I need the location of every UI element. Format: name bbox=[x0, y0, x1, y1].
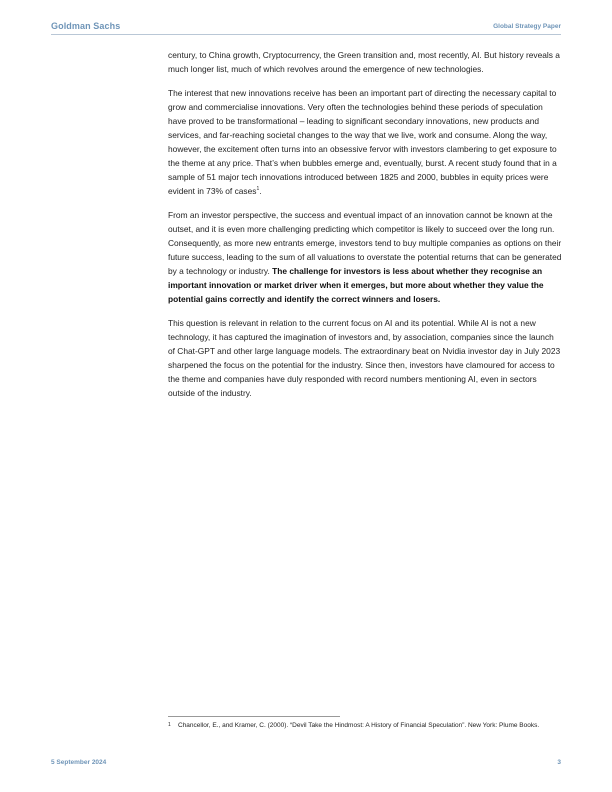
footnote-number: 1 bbox=[168, 722, 171, 728]
paragraph-2-text: The interest that new innovations receive has been an important part of directing the necessary capital to grow and commercialise innovations. Very often the technologies behind these periods of speculation have proved to be transformational – leading to significant secondary innovations, new products and services, and far-reaching societal changes to the way that we live, work and consume. Along the way, however, the excitement often turns into an obsessive fervor with investors clambering to get exposure to the theme at any price. That’s when bubbles emerge and, eventually, burst. A recent study found that in a sample of 51 major tech innovations introduced between 1825 and 2000, bubbles in equity prices were evident in 73% of cases bbox=[168, 88, 557, 196]
paragraph-2 bbox=[168, 86, 563, 198]
footnote-text: Chancellor, E., and Kramer, C. (2000). “Devil Take the Hindmost: A History of Financial Speculation”. New York: Plume Books. bbox=[178, 722, 540, 729]
page-number: 3 bbox=[557, 759, 561, 766]
main-body bbox=[168, 48, 563, 410]
footer-date: 5 September 2024 bbox=[51, 759, 107, 766]
brand-name: Goldman Sachs bbox=[51, 21, 121, 31]
paragraph-3-emphasis: The challenge for investors is less about whether they recognise an important innovation or market driver when it emerges, but more about whether they value the potential gains correctly and identify the correct winners and losers. bbox=[168, 266, 544, 304]
paragraph-4: This question is relevant in relation to the current focus on AI and its potential. While AI is not a new technology, it has captured the imagination of investors and, by association, companies since the launch of Chat-GPT and other large language models. The extraordinary beat on Nvidia investor day in July 2023 sharpened the focus on the potential for the industry. Since then, investors have clamoured for access to the theme and companies have duly responded with record numbers mentioning AI, even in sectors outside of the industry. bbox=[168, 318, 561, 398]
paragraph-2-end: . bbox=[259, 186, 262, 196]
document-type: Global Strategy Paper bbox=[493, 23, 561, 30]
paragraph-3 bbox=[168, 208, 563, 306]
footnote bbox=[168, 721, 563, 730]
footnote-divider bbox=[168, 716, 340, 717]
paragraph-3-text: From an investor perspective, the success and eventual impact of an innovation cannot be known at the outset, and it is even more challenging predicting which competitor is likely to succeed over the long run. Consequently, as more new entrants emerge, investors tend to buy multiple companies as options on their future success, leading to the sum of all valuations to overstate the potential returns that can be generated by a technology or industry. bbox=[168, 210, 562, 276]
header-divider bbox=[51, 34, 561, 35]
footnote-marker[interactable]: 1 bbox=[256, 186, 260, 193]
paragraph-1: century, to China growth, Cryptocurrency, the Green transition and, most recently, AI. But history reveals a much longer list, much of which revolves around the emergence of new technologies. bbox=[168, 50, 560, 74]
